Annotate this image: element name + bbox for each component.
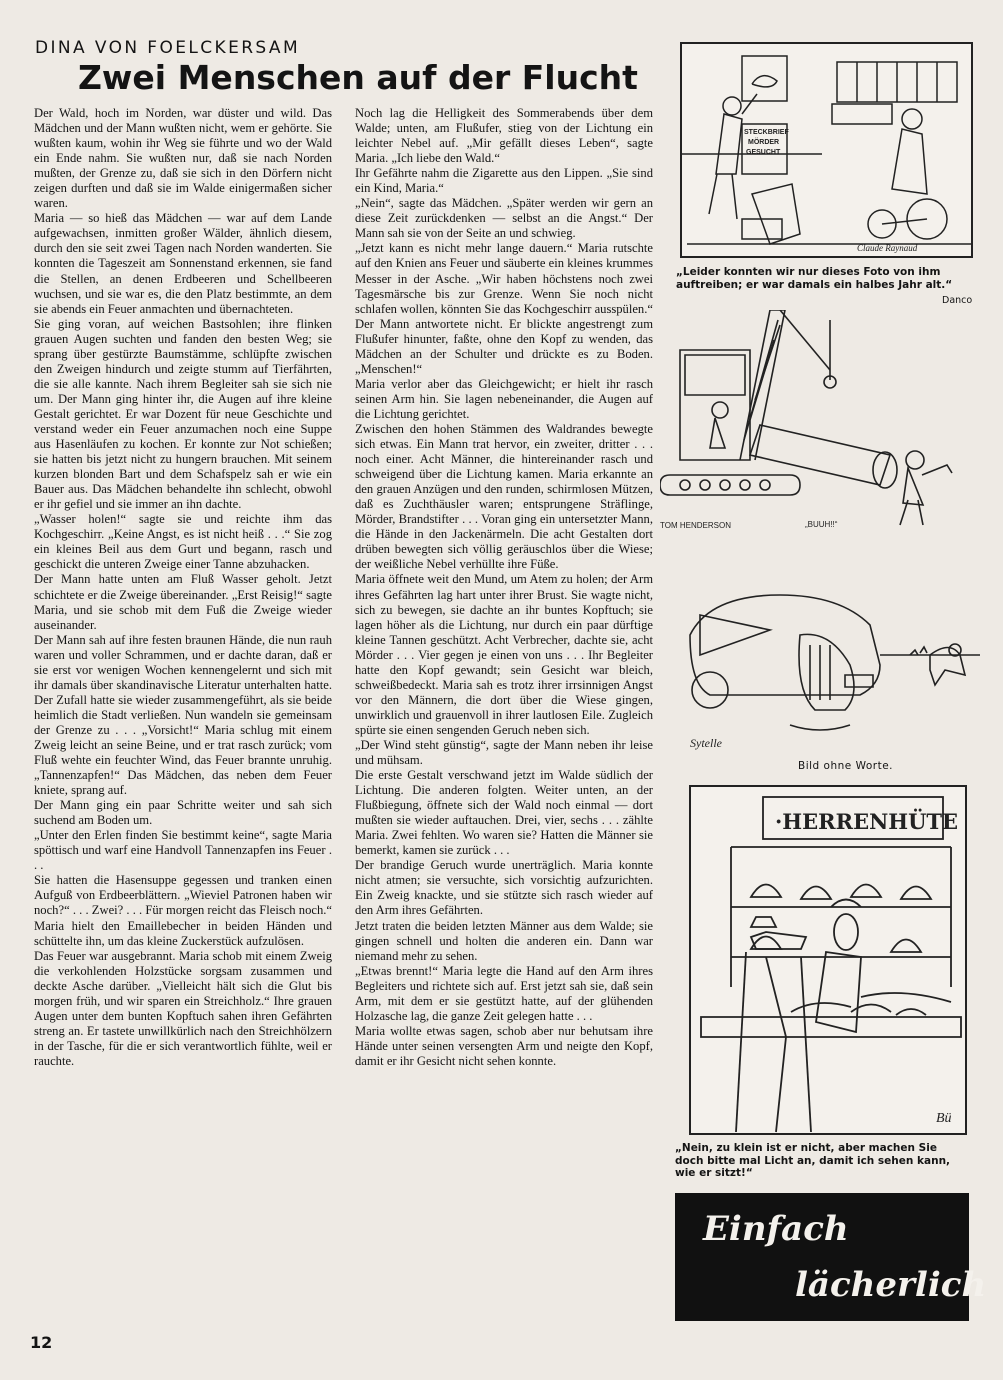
paragraph: Der brandige Geruch wurde unerträglich. Maria konnte nicht atmen; sie versuchte, sich vorsichtig aufzurichten. Ein Zweig knackte, und sie stützte sich rasch wieder auf den Arm ihres Gefährten.: [355, 858, 653, 918]
cartoon-hat-shop: [689, 785, 967, 1135]
cartoon-signature: Claude Raynaud: [857, 243, 918, 253]
cartoon-1-credit: Danco: [942, 295, 973, 306]
paragraph: Maria — so hieß das Mädchen — war auf dem Lande aufgewachsen, inmitten großer Wälder, ähnlich diesem, durch den sie seit zwei Tagen nach Norden wanderten. Sie konnten die Tageszeit am Sonnenstand erkennen, sie fand die Stellen, an denen Erdbeeren und Schellbeeren wuchsen, und sie war es, die den Platz bestimmte, an dem sie abends ein Feuer anmachten und übernachteten.: [34, 211, 332, 316]
paragraph: Sie ging voran, auf weichen Bastsohlen; ihre flinken grauen Augen suchten und fanden den besten Weg; sie sprang über gestürzte Baumstämme, schlüpfte zwischen den Zweigen hindurch und zeigte stumm auf Tierfährten, die sie alle kannte. Nach ihrem Begleiter sah sie sich nie um. Der Mann ging hinter ihr, die Augen auf ihre kleine Gestalt gerichtet. Er war Dozent für neue Geschichte und verstand weder ein Feuer anzumachen noch eine Suppe aus Hasenläufen zu kochen. Er konnte zur Not schießen; sie hatten bis jetzt nicht zu hungern brauchen. Mit seinem kurzen blonden Bart und dem Schafspelz sah er wie ein Bauer aus. Das Mädchen behandelte ihn schlecht, obwohl er ihr gefiel und sie immer an ihn dachte.: [34, 316, 332, 512]
paragraph: Der Mann antwortete nicht. Er blickte angestrengt zum Flußufer hinunter, faßte, ohne den Kopf zu wenden, das Mädchen an der Schulter und drückte es zu Boden. „Menschen!“: [355, 316, 653, 376]
paragraph: Jetzt traten die beiden letzten Männer aus dem Walde; sie gingen schnell und holten die anderen ein. Dann war niemand mehr zu sehen.: [355, 918, 653, 963]
einfach-laecherlich-banner: [675, 1193, 987, 1321]
cartoon-signature: Bü: [936, 1111, 952, 1126]
banner-line-2: lächerlich: [795, 1265, 987, 1305]
paragraph: Sie hatten die Hasensuppe gegessen und tranken einen Aufguß von Erdbeerblättern. „Wieviel Patronen haben wir noch?“ . . . Zwei? . . . Für morgen reicht das Fleisch noch.“ Maria hielt den Emaillebecher in beiden Händen und schüttelte ihn, um das kleine Zuckerstück aufzulösen.: [34, 873, 332, 948]
cartoon-signature: Sytelle: [690, 736, 722, 750]
cartoon-1-caption: „Leider konnten wir nur dieses Foto von ihm auftreiben; er war damals ein halbes Jahr alt.“: [676, 266, 953, 291]
paragraph: Der Mann sah auf ihre festen braunen Hände, die nun rauh waren und voller Schrammen, und er dachte daran, daß er sie erst vor wenigen Wochen kennengelernt und sich mit ihr damals über skandinavische Literatur unterhalten hatte. Der Zufall hatte sie wieder zusammengeführt, als sie beide heimlich die Stadt verließen. Nun wandeln sie gemeinsam der Grenze zu . . . „Vorsicht!“ Maria schlug mit einem Zweig leicht an seine Beine, und er trat rasch zurück; vom Fluß wehte ein feuchter Wind, das Feuer brannte unruhig. „Tannenzapfen!“ Das Mädchen, das neben dem Feuer kniete, sprang auf.: [34, 632, 332, 798]
poster-text: STECKBRIEF: [744, 129, 789, 136]
paragraph: Zwischen den hohen Stämmen des Waldrandes bewegte sich etwas. Ein Mann trat hervor, ein zweiter, dritter . . . noch einer. Acht Männer, die hintereinander rasch und schweigend über die Lichtung kamen. Maria erkannte an den grauen Anzügen und den runden, schirmlosen Mützen, daß es Zuchthäusler waren; entsprungene Sträflinge, Mörder, Brandstifter . . . Voran ging ein untersetzter Mann, die Hände in den Jackenärmeln. Die acht Gestalten dort drüben bewegten sich völlig geräuschlos über die Wiese; der weißliche Nebel verhüllte ihre Füße.: [355, 421, 653, 572]
paragraph: „Wasser holen!“ sagte sie und reichte ihm das Kochgeschirr. „Keine Angst, es ist nicht heiß . . .“ Sie zog ein kleines Beil aus dem Gurt und begann, rasch und geschickt die unteren Zweige einer Tanne abzuhacken.: [34, 512, 332, 572]
shop-sign: ·HERRENHÜTE: [775, 809, 959, 834]
cartoon-speech: „BUUH!!“: [805, 520, 838, 529]
author-name: DINA VON FOELCKERSAM: [35, 38, 301, 58]
cartoon-car-dog: [670, 575, 980, 755]
cartoon-wanted-poster-drawing: [682, 44, 973, 258]
cartoon-3-caption: Bild ohne Worte.: [798, 760, 893, 772]
cartoon-signature: TOM HENDERSON: [660, 521, 731, 530]
page-number: 12: [30, 1333, 53, 1352]
paragraph: Maria verlor aber das Gleichgewicht; er hielt ihr rasch seinen Arm hin. Sie lagen nebeneinander, die Augen auf die Lichtung gerichtet.: [355, 376, 653, 421]
paragraph: Maria öffnete weit den Mund, um Atem zu holen; der Arm ihres Gefährten lag hart unter ihrer Brust. Sie wagte nicht, sich zu bewegen, sie dachte an ihr buntes Kopftuch; sie lagen höher als die Lichtung, nur durch ein paar dürftige kleine Tannen geschützt. Acht Verbrecher, dachte sie, acht Mörder . . . Vier gegen je einen von uns . . . Ihr Begleiter hatte den Kopf gewandt; sein Gesicht war bleich, schweißbedeckt. Maria sah es trotz ihrer irrsinnigen Angst vor den Männern, die dort über die Wiese gingen, unwirklich und grauenvoll in ihrer lautlosen Eile. Zugleich spürte sie einen sengenden Geruch neben sich.: [355, 572, 653, 737]
cartoon-car-dog-drawing: [670, 575, 980, 755]
cartoon-4-caption: „Nein, zu klein ist er nicht, aber machen Sie doch bitte mal Licht an, damit ich sehen kann, wie er sitzt!“: [675, 1142, 951, 1179]
paragraph: „Unter den Erlen finden Sie bestimmt keine“, sagte Maria spöttisch und warf eine Handvoll Tannenzapfen ins Feuer . . .: [34, 828, 332, 873]
article-column-2: [355, 106, 653, 1069]
paragraph: Der Wald, hoch im Norden, war düster und wild. Das Mädchen und der Mann wußten nicht, wem er gehörte. Sie wußten kaum, wohin ihr Weg sie führte und wo der Wald ein Ende nahm. Sie wußten nur, daß sie nach Norden mußten, der Grenze zu, daß sie sich in den Dörfern nicht zeigen durften und daß sie im Walde einigermaßen sicher waren.: [34, 106, 332, 211]
article-column-1: [34, 106, 332, 1069]
cartoon-wanted-poster: [680, 42, 973, 258]
paragraph: Der Mann hatte unten am Fluß Wasser geholt. Jetzt schichtete er die Zweige übereinander. „Erst Reisig!“ sagte Maria, und sie schob mit dem Fuß die Zweige wieder auseinander.: [34, 572, 332, 632]
article-title: Zwei Menschen auf der Flucht: [78, 58, 638, 97]
paragraph: „Jetzt kann es nicht mehr lange dauern.“ Maria rutschte auf den Knien ans Feuer und säuberte ein kleines krummes Messer in der Asche. „Wir haben höchstens noch zwei Tagesmärsche bis zur Grenze. Wenn Sie noch nicht schlafen wollen, könnten Sie das Kochgeschirr ausspülen.“: [355, 241, 653, 316]
paragraph: „Etwas brennt!“ Maria legte die Hand auf den Arm ihres Begleiters und richtete sich auf. Erst jetzt sah sie, daß sein Arm, mit dem er sie gestützt hatte, auf der glühenden Holzasche lag, die ganze Zeit gelegen hatte . . .: [355, 963, 653, 1023]
cartoon-crane-pipe: [660, 310, 980, 540]
poster-text: GESUCHT: [746, 149, 781, 156]
paragraph: Noch lag die Helligkeit des Sommerabends über dem Walde; unten, am Flußufer, stieg von der Lichtung ein leichter Nebel auf. „Mir gefällt dieses Leben“, sagte Maria. „Ich liebe den Wald.“: [355, 106, 653, 166]
poster-text: MÖRDER: [748, 139, 780, 146]
paragraph: Die erste Gestalt verschwand jetzt im Walde südlich der Lichtung. Die anderen folgten. Weiter unten, an der Flußbiegung, öffnete sich der Wald noch einmal — dort mußten sie wieder auftauchen. Drei, vier, sechs . . . zählte Maria. Zwei fehlten. Wo waren sie? Hatten die Männer sie bemerkt, kamen sie zurück . . .: [355, 768, 653, 858]
paragraph: Maria wollte etwas sagen, schob aber nur behutsam ihre Hände unter seinen versengten Arm und neigte den Kopf, damit er ihr Gesicht nicht sehen konnte.: [355, 1023, 653, 1068]
cartoon-crane-pipe-drawing: [660, 310, 980, 540]
paragraph: „Nein“, sagte das Mädchen. „Später werden wir gern an diese Zeit zurückdenken — selbst an die Angst.“ Der Mann sah sie von der Seite an und schwieg.: [355, 196, 653, 241]
paragraph: Der Mann ging ein paar Schritte weiter und sah sich suchend am Boden um.: [34, 798, 332, 828]
paragraph: „Der Wind steht günstig“, sagte der Mann neben ihr leise und mühsam.: [355, 737, 653, 768]
paragraph: Ihr Gefährte nahm die Zigarette aus den Lippen. „Sie sind ein Kind, Maria.“: [355, 166, 653, 196]
paragraph: Das Feuer war ausgebrannt. Maria schob mit einem Zweig die verkohlenden Holzstücke sorgsam zusammen und deckte Asche darüber. „Vielleicht hält sich die Glut bis morgen früh, und wir sparen ein Streichholz.“ Ihre grauen Augen unter dem bunten Kopftuch sahen ihren Gefährten streng an. Er tastete unwillkürlich nach den Streichhölzern in der Tasche, für die er sich verantwortlich fühlte, weil er rauchte.: [34, 948, 332, 1068]
banner-line-1: Einfach: [703, 1209, 849, 1249]
cartoon-hat-shop-drawing: [691, 787, 967, 1135]
